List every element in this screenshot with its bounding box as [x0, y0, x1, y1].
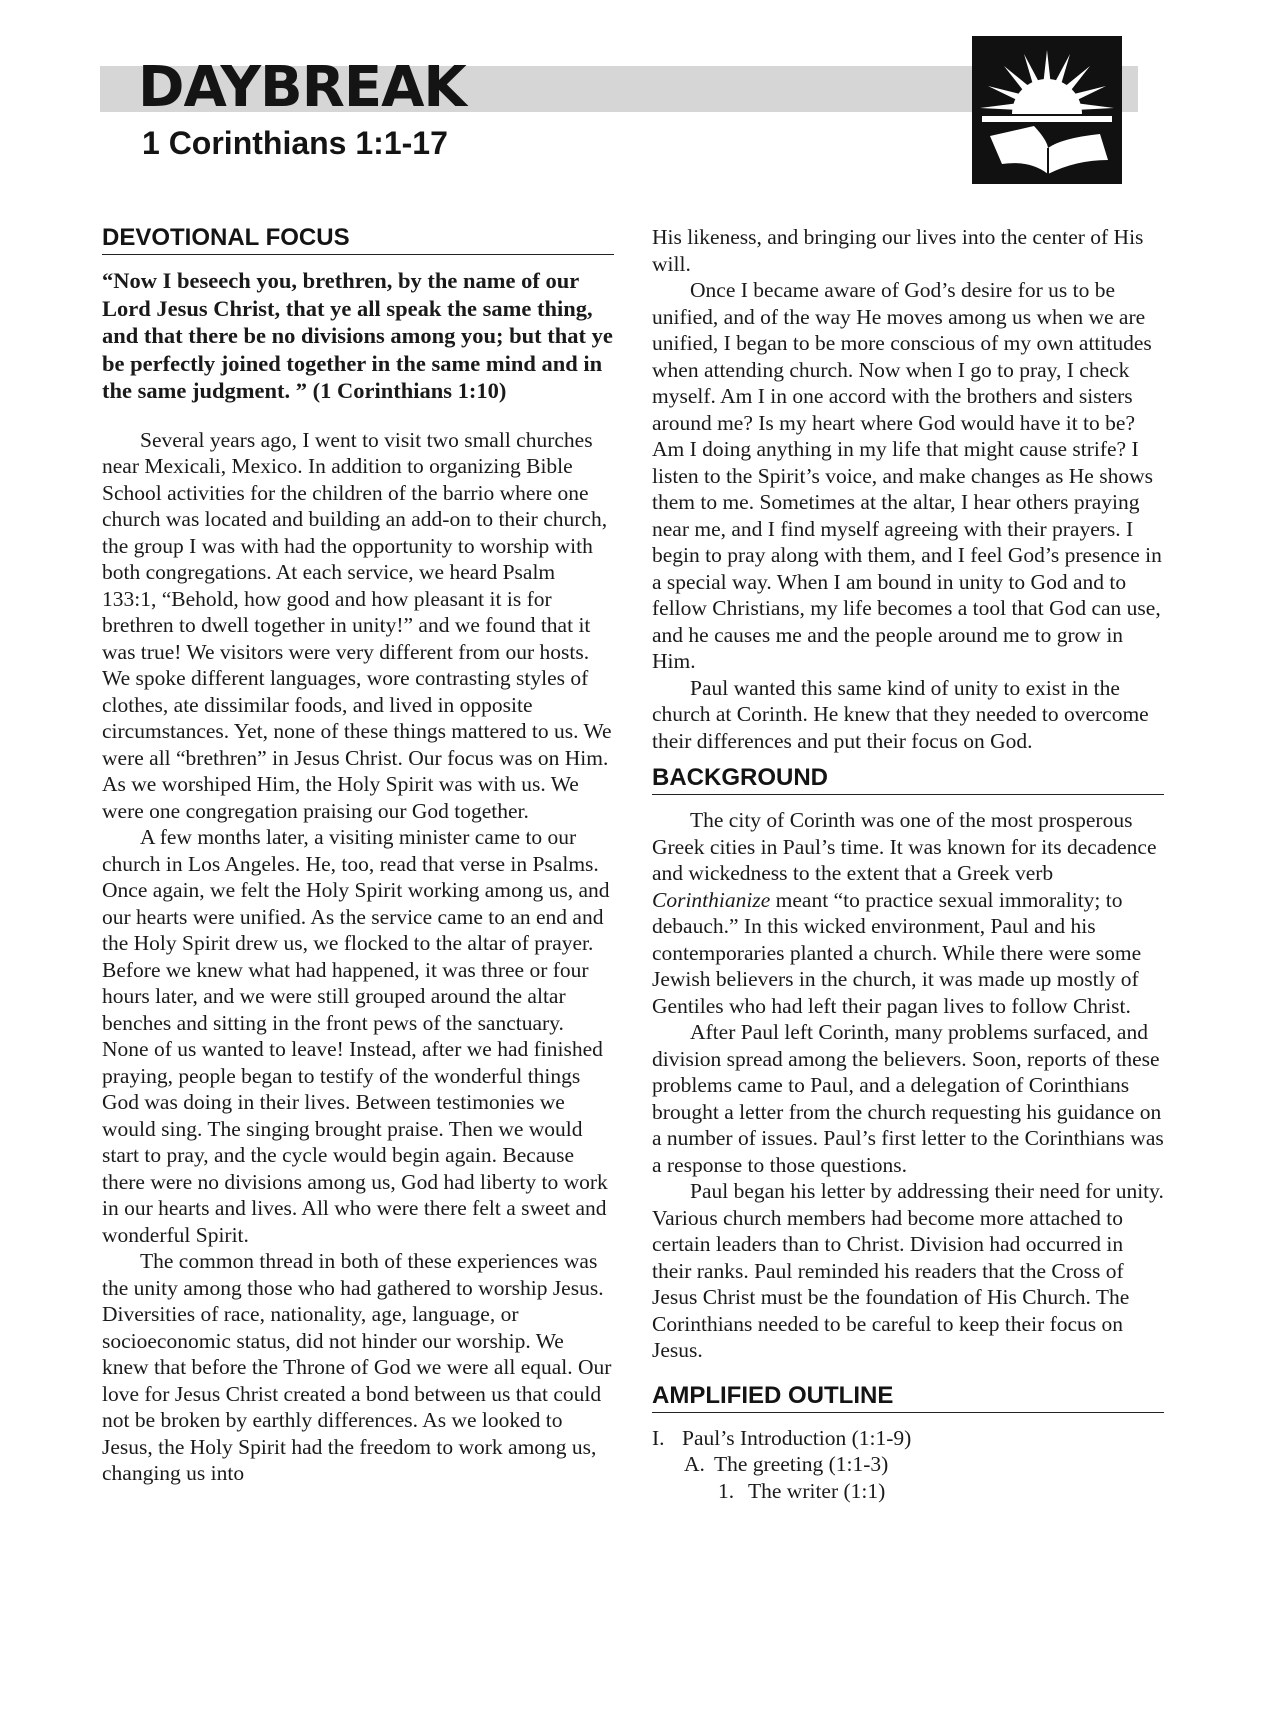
page-title: DAYBREAK: [138, 55, 466, 120]
outline-text: Paul’s Introduction (1:1-9): [682, 1425, 912, 1450]
paragraph: A few months later, a visiting minister came to our church in Los Angeles. He, too, read that verse in Psalms. Once again, we felt the Holy Spirit working among us, and our hearts were unified. As the service came to an end and the Holy Spirit drew us, we flocked to the altar of prayer. Before we knew what had happened, it was three or four hours later, and we were still grouped around the altar benches and sitting in the front pews of the sanctuary. None of us wanted to leave! Instead, after we had finished praying, people began to testify of the wonderful things God was doing in their lives. Between testimonies we would sing. The singing brought praise. Then we would start to pray, and the cycle would begin again. Because there were no divisions among us, God had liberty to work in our hearts and lives. All who were there felt a sweet and wonderful Spirit.: [102, 825, 610, 1247]
background-paragraph: [652, 807, 1164, 1019]
right-column: [652, 224, 1164, 1504]
left-column: [102, 224, 614, 1487]
outline-marker: A.: [684, 1452, 705, 1476]
outline-text: The greeting (1:1-3): [714, 1452, 889, 1476]
focus-verse: “Now I beseech you, brethren, by the name of our Lord Jesus Christ, that ye all speak the same thing, and that there be no divisions among you; but that ye be perfectly joined together in the same mind and in the same judgment. ” (1 Corinthians 1:10): [102, 268, 613, 403]
outline-item: [652, 1478, 1164, 1505]
background-heading: BACKGROUND: [652, 764, 1164, 795]
outline-marker: I.: [652, 1425, 665, 1450]
continued-paragraph: His likeness, and bringing our lives into the center of His will.: [652, 225, 1144, 276]
sunrise-open-book-icon: [972, 36, 1122, 184]
background-paragraph: Paul began his letter by addressing their need for unity. Various church members had become more attached to certain leaders than to Christ. Division had occurred in their ranks. Paul reminded his readers that the Cross of Jesus Christ must be the foundation of His Church. The Corinthians needed to be careful to keep their focus on Jesus.: [652, 1179, 1164, 1362]
paragraph: The common thread in both of these experiences was the unity among those who had gathered to worship Jesus. Diversities of race, nationality, age, language, or socioeconomic status, did not hinder our worship. We knew that before the Throne of God we were all equal. Our love for Jesus Christ created a bond between us that could not be broken by earthly differences. As we looked to Jesus, the Holy Spirit had the freedom to work among us, changing us into: [102, 1249, 612, 1485]
outline-list: [652, 1425, 1164, 1505]
amplified-outline-heading: AMPLIFIED OUTLINE: [652, 1382, 1164, 1413]
italic-term: Corinthianize: [652, 887, 771, 912]
outline-text: The writer (1:1): [748, 1478, 886, 1503]
background-text-end: meant “to practice sexual immorality; to debauch.” In this wicked environment, Paul and his contemporaries planted a church. While there were some Jewish believers in the church, it was made up mostly of Gentiles who had left their pagan lives to follow Christ.: [652, 887, 1142, 1018]
background-paragraph: After Paul left Corinth, many problems surfaced, and division spread among the believers. Soon, reports of these problems came to Paul, and a delegation of Corinthians brought a letter from the church requesting his guidance on a number of issues. Paul’s first letter to the Corinthians was a response to those questions.: [652, 1020, 1164, 1177]
outline-item: [652, 1425, 1164, 1452]
outline-item: [652, 1451, 1164, 1478]
paragraph: Once I became aware of God’s desire for us to be unified, and of the way He moves among us when we are unified, I began to be more conscious of my own attitudes when attending church. Now when I go to pray, I check myself. Am I in one accord with the brothers and sisters around me? Is my heart where God would have it to be? Am I doing anything in my life that might cause strife? I listen to the Spirit’s voice, and make changes as He shows them to me. Sometimes at the altar, I hear others praying near me, and I find myself agreeing with their prayers. I begin to pray along with them, and I feel God’s presence in a special way. When I am bound in unity to God and to fellow Christians, my life becomes a tool that God can use, and he causes me and the people around me to grow in Him.: [652, 278, 1162, 673]
paragraph: Several years ago, I went to visit two small churches near Mexicali, Mexico. In addition to organizing Bible School activities for the children of the barrio where one church was located and building an add-on to their church, the group I was with had the opportunity to worship with both congregations. At each service, we heard Psalm 133:1, “Behold, how good and how pleasant it is for brethren to dwell together in unity!” and we found that it was true! We visitors were very different from our hosts. We spoke different languages, wore contrasting styles of clothes, ate dissimilar foods, and lived in opposite circumstances. Yet, none of these things mattered to us. We were all “brethren” in Jesus Christ. Our focus was on Him. As we worshiped Him, the Holy Spirit was with us. We were one congregation praising our God together.: [102, 427, 612, 823]
paragraph: Paul wanted this same kind of unity to exist in the church at Corinth. He knew that they needed to overcome their differences and put their focus on God.: [652, 675, 1149, 753]
background-text-start: The city of Corinth was one of the most prosperous Greek cities in Paul’s time. It was known for its decadence and wickedness to the extent that a Greek verb: [652, 808, 1157, 885]
scripture-reference: 1 Corinthians 1:1-17: [142, 125, 448, 161]
devotional-focus-heading: DEVOTIONAL FOCUS: [102, 224, 614, 255]
outline-marker: 1.: [718, 1478, 735, 1503]
